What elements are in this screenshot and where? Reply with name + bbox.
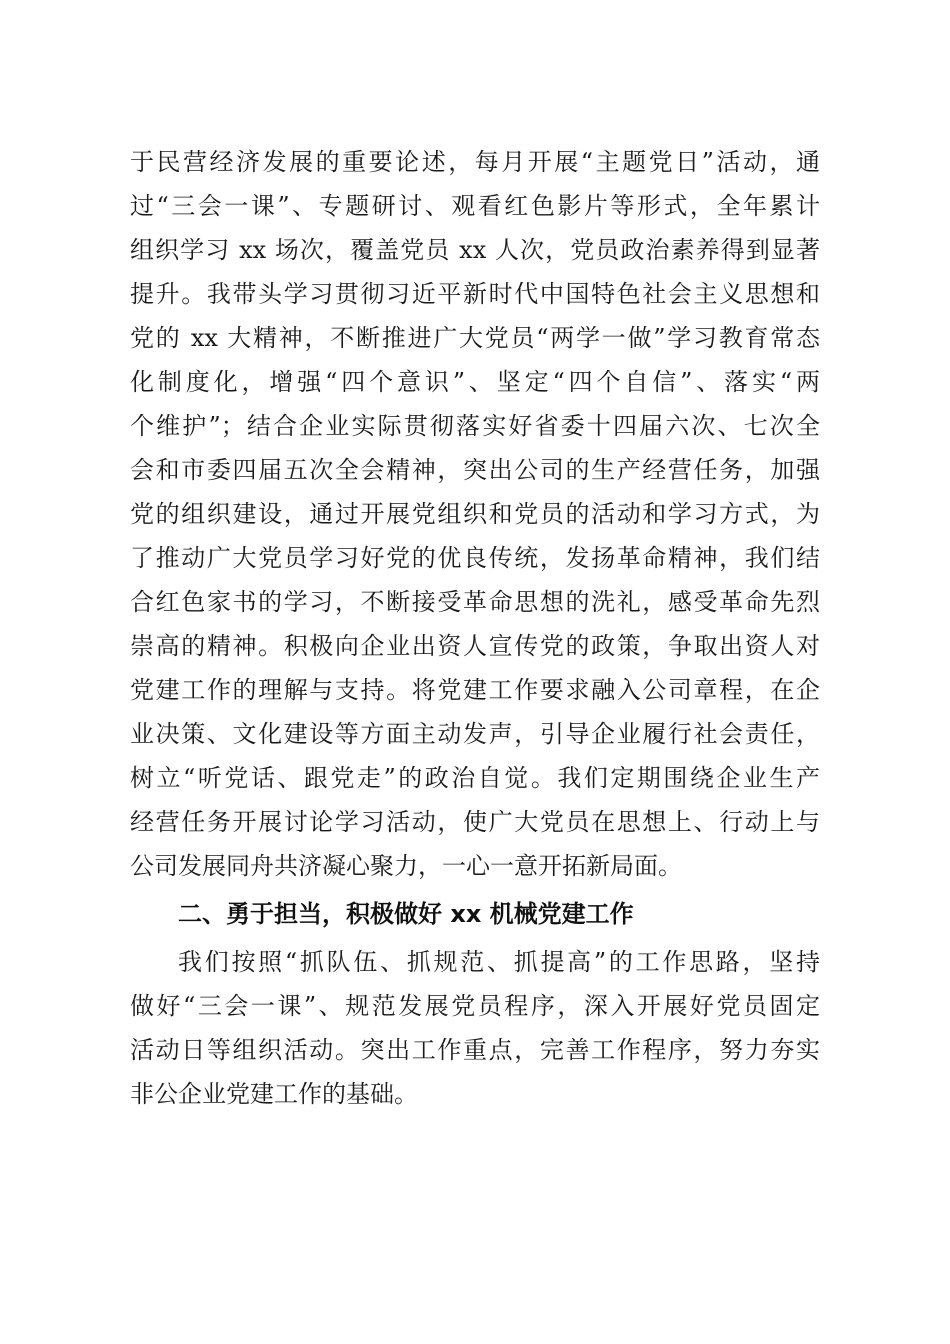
paragraph-line: 我们按照“抓队伍、抓规范、抓提高”的工作思路，坚持 <box>178 948 820 976</box>
paragraph-line: 党的组织建设，通过开展党组织和党员的活动和学习方式，为 <box>130 500 820 528</box>
paragraph-line: 提升。我带头学习贯彻习近平新时代中国特色社会主义思想和 <box>130 280 820 308</box>
paragraph-line: 崇高的精神。积极向企业出资人宣传党的政策，争取出资人对 <box>130 632 820 660</box>
section-heading: 二、勇于担当，积极做好 xx 机械党建工作 <box>178 900 634 928</box>
paragraph-line: 党的 xx 大精神，不断推进广大党员“两学一做”学习教育常态 <box>130 324 820 352</box>
paragraph-line: 合红色家书的学习，不断接受革命思想的洗礼，感受革命先烈 <box>130 588 820 616</box>
paragraph-line: 树立“听党话、跟党走”的政治自觉。我们定期围绕企业生产 <box>130 764 820 792</box>
paragraph-line: 公司发展同舟共济凝心聚力，一心一意开拓新局面。 <box>130 852 682 880</box>
paragraph-line: 经营任务开展讨论学习活动，使广大党员在思想上、行动上与 <box>130 808 820 836</box>
paragraph-line: 活动日等组织活动。突出工作重点，完善工作程序，努力夯实 <box>130 1036 820 1064</box>
paragraph-line: 业决策、文化建设等方面主动发声，引导企业履行社会责任， <box>130 720 820 748</box>
paragraph-line: 了推动广大党员学习好党的优良传统，发扬革命精神，我们结 <box>130 544 820 572</box>
paragraph-line: 做好“三会一课”、规范发展党员程序，深入开展好党员固定 <box>130 992 820 1020</box>
paragraph-line: 会和市委四届五次全会精神，突出公司的生产经营任务，加强 <box>130 456 820 484</box>
paragraph-line: 非公企业党建工作的基础。 <box>130 1080 418 1108</box>
paragraph-line: 于民营经济发展的重要论述，每月开展“主题党日”活动，通 <box>130 148 820 176</box>
paragraph-line: 过“三会一课”、专题研讨、观看红色影片等形式，全年累计 <box>130 192 820 220</box>
paragraph-line: 化制度化，增强“四个意识”、坚定“四个自信”、落实“两 <box>130 368 820 396</box>
paragraph-line: 党建工作的理解与支持。将党建工作要求融入公司章程，在企 <box>130 676 820 704</box>
paragraph-line: 组织学习 xx 场次，覆盖党员 xx 人次，党员政治素养得到显著 <box>130 236 820 264</box>
paragraph-line: 个维护”；结合企业实际贯彻落实好省委十四届六次、七次全 <box>130 412 820 440</box>
